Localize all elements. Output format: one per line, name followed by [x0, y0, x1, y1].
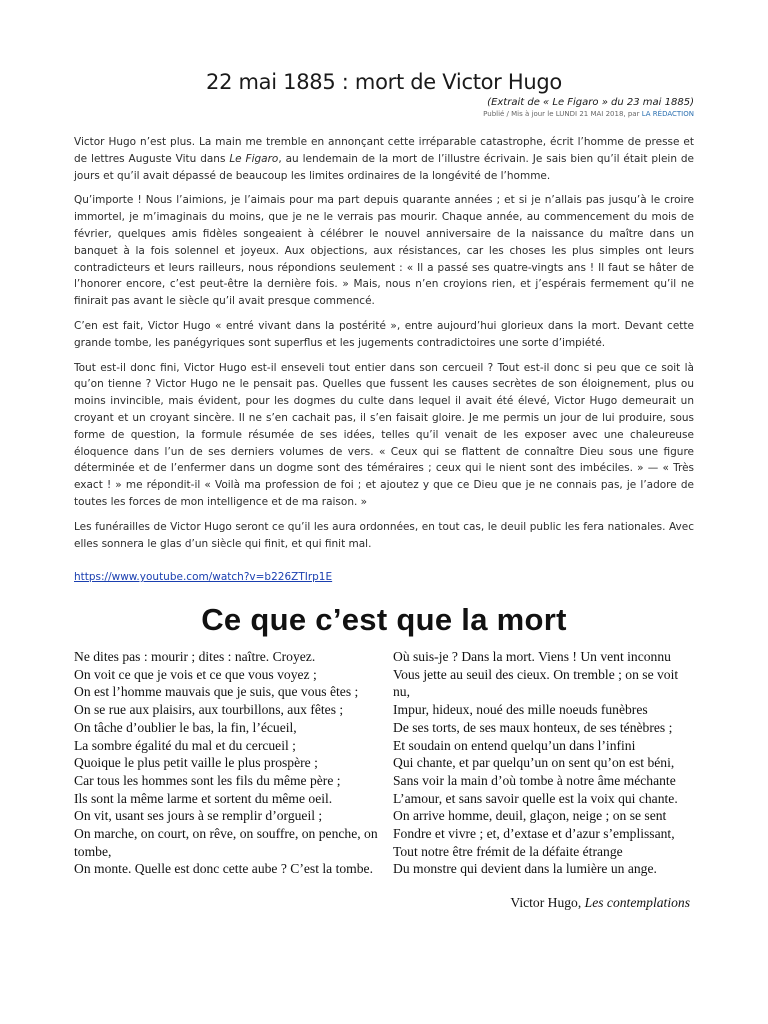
poem-line: De ses torts, de ses maux honteux, de ses ténèbres ;	[393, 719, 673, 735]
poem-line: Du monstre qui devient dans la lumière un ange.	[393, 861, 657, 877]
poem-line: On se rue aux plaisirs, aux tourbillons, aux fêtes ;	[74, 702, 344, 718]
poem-line: Car tous les hommes sont les fils du même père ;	[74, 772, 341, 788]
poem-line: La sombre égalité du mal et du cercueil ;	[74, 737, 296, 753]
poem-line: Ils sont la même larme et sortent du même oeil.	[74, 790, 333, 806]
page-title: 22 mai 1885 : mort de Victor Hugo	[206, 70, 562, 94]
poem-signature	[510, 895, 690, 911]
poem-line: On tâche d’oublier le bas, la fin, l’écueil,	[74, 719, 297, 735]
poem-line: Fondre et vivre ; et, d’extase et d’azur s’emplissant,	[393, 826, 675, 842]
article-paragraph-2: Qu’importe ! Nous l’aimions, je l’aimais pour ma part depuis quarante années ; et si je n’allais pas jusqu’à le croire immortel, je m’imaginais du moins, que je ne le verrais pas mourir. Chaque année, au commencement du mois de février, quelques amis fidèles songeaient à célébrer le nouvel anniversaire de la naissance du maître dans un banquet à la fois solennel et joyeux. Aux objections, aux résistances, car les choses les plus simples ont leurs contradicteurs et leurs railleurs, nous répondions seulement : « Il a passé ses quatre-vingts ans ! Il faut se hâter de l’honorer encore, c’est peut-être la dernière fois. » Mais, nous n’en croyions rien, et j’espérais fermement qu’il ne finirait pas avant le siècle qu’il avait presque commencé.	[74, 194, 694, 308]
publication-info	[483, 110, 694, 118]
poem-line: On voit ce que je vois et ce que vous voyez ;	[74, 666, 317, 682]
poem-line: Sans voir la main d’où tombe à notre âme méchante	[393, 772, 676, 788]
author-link[interactable]: LA RÉDACTION	[641, 110, 694, 118]
article-paragraph-1	[74, 134, 694, 184]
paragraph-text: Victor Hugo n’est plus. La main me tremble en annonçant cette irréparable catastrophe, écrit l’homme de presse et de lettres Auguste Vitu dans	[74, 136, 694, 165]
poem-line: Impur, hideux, noué des mille noeuds funèbres	[393, 702, 648, 718]
poem-line: Tout notre être frémit de la défaite étrange	[393, 843, 623, 859]
article-paragraph-5: Les funérailles de Victor Hugo seront ce qu’il les aura ordonnées, en tout cas, le deuil public les fera nationales. Avec elles sonnera le glas d’un siècle qui finit, et qui finit mal.	[74, 520, 694, 550]
source-extract: (Extrait de « Le Figaro » du 23 mai 1885)	[487, 97, 694, 108]
poem-line: L’amour, et sans savoir quelle est la voix qui chante.	[393, 790, 678, 806]
paragraph-text: , au lendemain de la mort de l’illustre écrivain. Je sais bien qu’il était plein de jours et qu’il avait dépassé de beaucoup les limites ordinaires de la longévité de l’homme.	[74, 152, 694, 182]
poem-line: On arrive homme, deuil, glaçon, neige ; on se sent	[393, 808, 667, 824]
poem-column-left	[74, 648, 390, 878]
article-paragraph-4: Tout est-il donc fini, Victor Hugo est-il enseveli tout entier dans son cercueil ? Tout est-il donc si peu que ce soit là qu’on tienne ? Victor Hugo ne le pensait pas. Quelles que fussent les causes secrètes de son éloignement, plus ou moins invincible, mais évident, pour les dogmes du culte dans lequel il avait été élevé, Victor Hugo demeurait un croyant et un croyant sincère. Il ne s’en cachait pas, il s’en faisait gloire. Je me permis un jour de lui produire, sous forme de question, la formule résumée de ses idées, telles qu’il venait de les exposer avec une chaleureuse éloquence dans l’un de ses derniers volumes de vers. « Ceux qui se flattent de connaître Dieu sous une figure déterminée et de l’enfermer dans un dogme sont des téméraires ; ceux qui le nient sont des imbéciles. » — « Très exact ! » me répondit-il « Voilà ma profession de foi ; et ajoutez y que ce Dieu que je ne connais pas, je l’adore de toutes les forces de mon intelligence et de ma raison. »	[74, 361, 694, 508]
poem-line: On vit, usant ses jours à se remplir d’orgueil ;	[74, 808, 323, 824]
poem-line: Où suis-je ? Dans la mort. Viens ! Un vent inconnu	[393, 649, 671, 664]
poem-line: On monte. Quelle est donc cette aube ? C’est la tombe.	[74, 861, 373, 877]
poem-line: Et soudain on entend quelqu’un dans l’infini	[393, 737, 636, 753]
poem-line: On est l’homme mauvais que je suis, que vous êtes ;	[74, 684, 359, 700]
poem-line: Vous jette au seuil des cieux. On tremble ; on se voit nu,	[393, 666, 679, 700]
newspaper-name: Le Figaro	[229, 152, 279, 165]
article-paragraph-3: C’en est fait, Victor Hugo « entré vivant dans la postérité », entre aujourd’hui glorieux dans la mort. Devant cette grande tombe, les panégyriques sont superflus et les jugements contradictoires une sorte d’impiété.	[74, 319, 694, 349]
youtube-link[interactable]: https://www.youtube.com/watch?v=b226ZTIrp1E	[74, 571, 333, 583]
signature-author: Victor Hugo,	[510, 895, 582, 910]
article-body	[74, 134, 694, 560]
signature-work: Les contemplations	[584, 895, 690, 910]
poem-title: Ce que c’est que la mort	[201, 602, 567, 637]
poem-line: Ne dites pas : mourir ; dites : naître. Croyez.	[74, 649, 316, 664]
poem-line: Qui chante, et par quelqu’un on sent qu’on est béni,	[393, 755, 675, 771]
poem-column-right	[393, 648, 695, 878]
published-date: Publié / Mis à jour le LUNDI 21 MAI 2018, par	[483, 110, 640, 118]
poem-line: Quoique le plus petit vaille le plus prospère ;	[74, 755, 318, 771]
poem-line: On marche, on court, on rêve, on souffre, on penche, on tombe,	[74, 826, 378, 859]
